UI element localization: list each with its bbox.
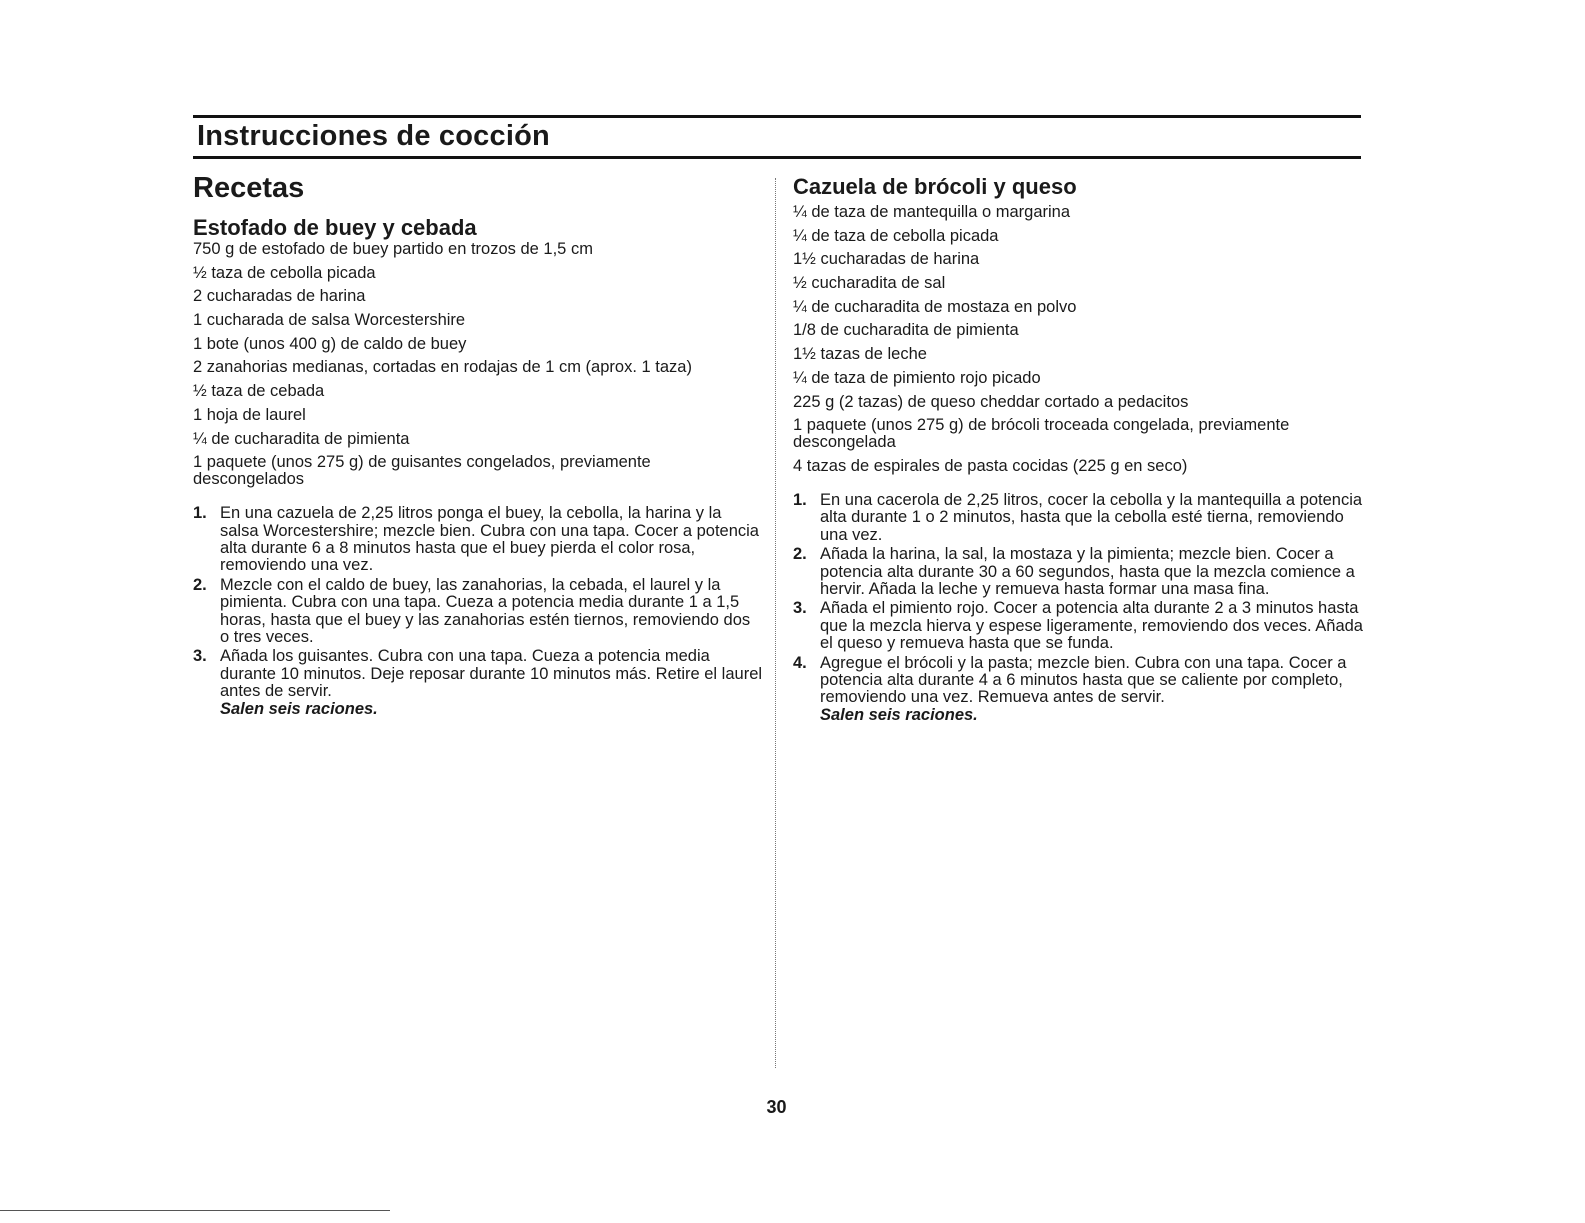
ingredient-item: ¼ de taza de pimiento rojo picado <box>793 368 1041 387</box>
step-text: Añada el pimiento rojo. Cocer a potencia alta durante 2 a 3 minutos hasta que la mezcla hierva y espese ligeramente, removiendo dos veces. Añada el queso y remueva hasta que se funda. <box>820 599 1363 653</box>
step-text: Añada los guisantes. Cubra con una tapa. Cueza a potencia media durante 10 minutos. Deje reposar durante 10 minutos más. Retire el laurel antes de servir. <box>220 647 763 701</box>
step-item <box>793 600 1365 652</box>
step-number: 3. <box>193 647 207 666</box>
recipe-title-estofado: Estofado de buey y cebada <box>193 215 477 240</box>
header-bottom-rule <box>193 156 1361 159</box>
step-number: 3. <box>793 599 807 618</box>
step-item <box>193 648 763 718</box>
ingredient-item: 2 cucharadas de harina <box>193 287 366 306</box>
ingredient-item: 750 g de estofado de buey partido en trozos de 1,5 cm <box>193 240 593 258</box>
step-item <box>793 546 1365 598</box>
left-column <box>193 171 763 720</box>
step-number: 1. <box>193 504 207 523</box>
step-number: 4. <box>793 653 807 672</box>
ingredient-item: 2 zanahorias medianas, cortadas en rodajas de 1 cm (aprox. 1 taza) <box>193 358 692 377</box>
servings-note: Salen seis raciones. <box>220 699 378 718</box>
column-divider <box>775 178 776 1068</box>
ingredient-item: 1½ cucharadas de harina <box>793 250 980 269</box>
step-item <box>193 505 763 575</box>
step-text: En una cacerola de 2,25 litros, cocer la cebolla y la mantequilla a potencia alta durante 1 o 2 minutos, hasta que la cebolla esté tierna, removiendo una vez. <box>820 490 1363 544</box>
bottom-edge-rule <box>0 1210 390 1211</box>
ingredient-item: ½ taza de cebolla picada <box>193 263 376 282</box>
ingredient-item: ¼ de taza de cebolla picada <box>793 226 999 245</box>
ingredient-item: 1 paquete (unos 275 g) de guisantes congelados, previamente descongelados <box>193 453 651 489</box>
step-list-cazuela <box>793 492 1365 724</box>
step-item <box>193 577 763 647</box>
ingredient-item: 1 hoja de laurel <box>193 405 306 424</box>
step-text: En una cazuela de 2,25 litros ponga el buey, la cebolla, la harina y la salsa Worcestershire; mezcle bien. Cubra con una tapa. Cocer a potencia alta durante 6 a 8 minutos hasta que el buey pierda el color rosa, removiendo una vez. <box>220 504 759 575</box>
step-number: 2. <box>793 545 807 564</box>
step-text: Mezcle con el caldo de buey, las zanahorias, la cebada, el laurel y la pimienta. Cubra con una tapa. Cueza a potencia media durante 1 a 1,5 horas, hasta que el buey y las zanahorias estén tiernos, removiendo dos o tres veces. <box>220 575 751 647</box>
page-number: 30 <box>766 1097 787 1117</box>
ingredient-item: ½ cucharadita de sal <box>793 274 946 293</box>
ingredient-list-estofado <box>193 241 763 488</box>
step-number: 2. <box>193 575 207 594</box>
ingredient-item: ¼ de taza de mantequilla o margarina <box>793 203 1071 221</box>
step-text: Añada la harina, la sal, la mostaza y la pimienta; mezcle bien. Cocer a potencia alta durante 30 a 60 segundos, hasta que la mezcla comience a hervir. Añada la leche y remueva hasta formar una masa fina. <box>820 545 1355 598</box>
step-item <box>793 655 1365 725</box>
ingredient-item: 1 cucharada de salsa Worcestershire <box>193 311 466 330</box>
ingredient-item: 4 tazas de espirales de pasta cocidas (225 g en seco) <box>793 456 1188 475</box>
recipe-title-cazuela: Cazuela de brócoli y queso <box>793 174 1077 199</box>
step-item <box>793 492 1365 544</box>
ingredient-item: ¼ de cucharadita de pimienta <box>193 429 410 448</box>
ingredient-item: 225 g (2 tazas) de queso cheddar cortado a pedacitos <box>793 392 1189 411</box>
section-title: Recetas <box>193 172 305 204</box>
step-text: Agregue el brócoli y la pasta; mezcle bien. Cubra con una tapa. Cocer a potencia alta durante 4 a 6 minutos hasta que se caliente por completo, removiendo una vez. Remueva antes de servir. <box>820 653 1347 707</box>
ingredient-item: 1 bote (unos 400 g) de caldo de buey <box>193 334 467 353</box>
step-number: 1. <box>793 490 807 509</box>
ingredient-item: 1 paquete (unos 275 g) de brócoli troceada congelada, previamente descongelada <box>793 416 1290 452</box>
right-column <box>793 171 1365 726</box>
ingredient-item: 1½ tazas de leche <box>793 345 927 364</box>
ingredient-item: ¼ de cucharadita de mostaza en polvo <box>793 297 1077 316</box>
ingredient-item: 1/8 de cucharadita de pimienta <box>793 321 1019 340</box>
step-list-estofado <box>193 505 763 718</box>
servings-note: Salen seis raciones. <box>820 705 978 724</box>
ingredient-item: ½ taza de cebada <box>193 382 325 401</box>
page-header-title: Instrucciones de cocción <box>197 120 550 152</box>
ingredient-list-cazuela <box>793 204 1365 475</box>
